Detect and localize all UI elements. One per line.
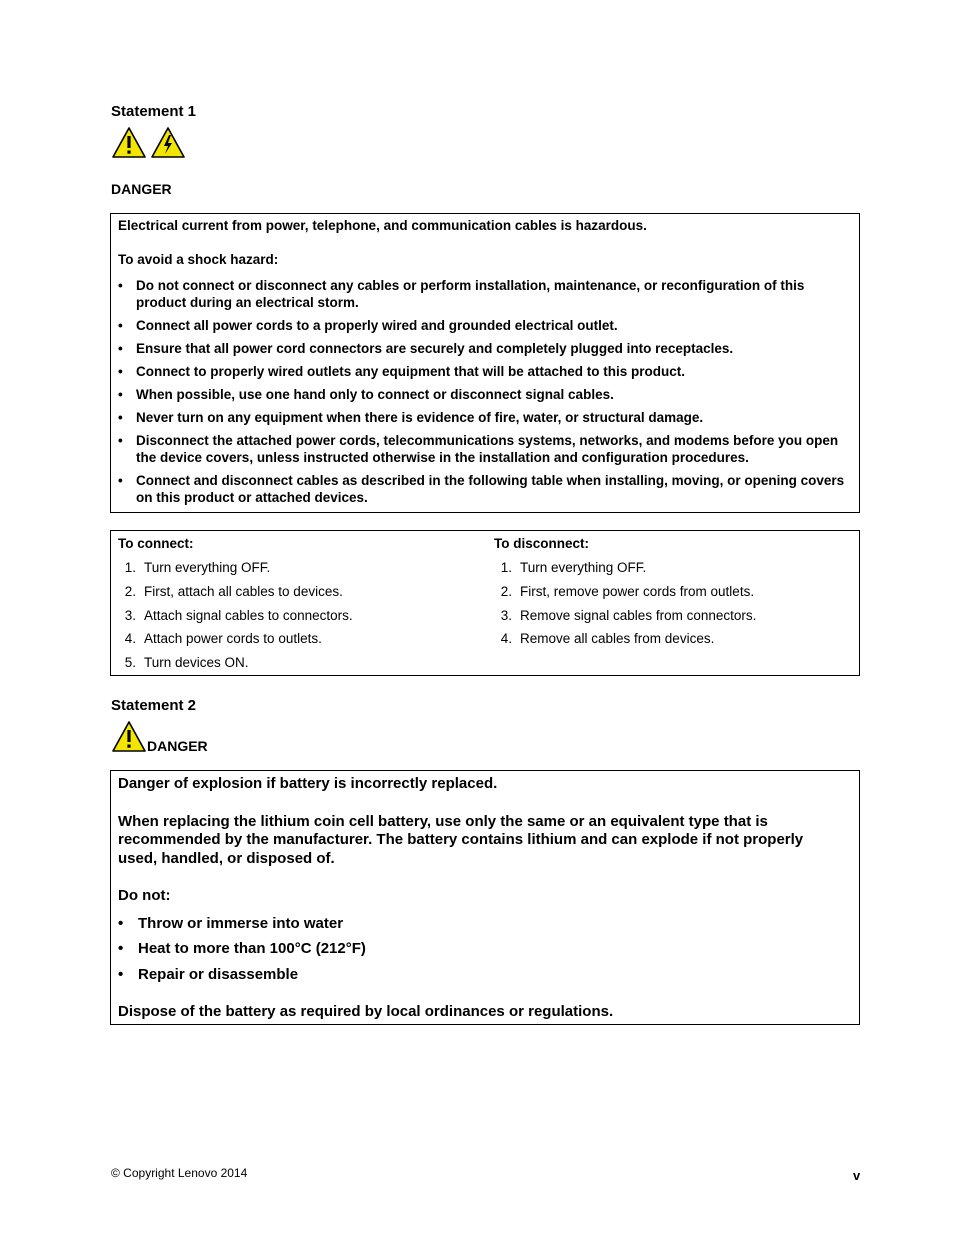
warning-triangle-icon bbox=[111, 720, 147, 754]
statement-1-title: Statement 1 bbox=[111, 103, 197, 120]
box-subhead: To avoid a shock hazard: bbox=[118, 252, 279, 267]
list-item: 1. Turn everything OFF. bbox=[124, 560, 271, 575]
statement-2-danger-label: DANGER bbox=[147, 738, 208, 754]
list-item: • When possible, use one hand only to connect or disconnect signal cables. bbox=[118, 387, 614, 402]
list-item: 5. Turn devices ON. bbox=[124, 655, 249, 670]
statement-2-title: Statement 2 bbox=[111, 697, 197, 714]
list-item: 3. Attach signal cables to connectors. bbox=[124, 608, 353, 623]
statement-1-danger-box bbox=[110, 213, 860, 513]
caution-icon-group bbox=[111, 126, 187, 160]
warning-triangle-icon bbox=[113, 128, 145, 157]
do-not-label: Do not: bbox=[118, 887, 171, 904]
list-item: • Disconnect the attached power cords, telecommunications systems, networks, and modems before you open the device covers, unless instructed otherwise in the installation and configuration procedures. bbox=[118, 433, 839, 465]
statement-1-danger-label: DANGER bbox=[111, 181, 172, 197]
list-item: • Never turn on any equipment when there is evidence of fire, water, or structural damage. bbox=[118, 410, 704, 425]
disconnect-column bbox=[494, 535, 589, 552]
list-item: 1. Turn everything OFF. bbox=[500, 560, 647, 575]
page-number: v bbox=[853, 1168, 861, 1183]
list-item: • Throw or immerse into water bbox=[118, 915, 344, 932]
connect-disconnect-table bbox=[110, 530, 860, 676]
battery-paragraph-line: When replacing the lithium coin cell battery, use only the same or an equivalent type that is bbox=[118, 813, 768, 830]
list-item: 2. First, remove power cords from outlets. bbox=[500, 584, 755, 599]
list-item: 2. First, attach all cables to devices. bbox=[124, 584, 343, 599]
list-item: • Ensure that all power cord connectors are securely and completely plugged into receptacles. bbox=[118, 341, 734, 356]
list-item: • Connect to properly wired outlets any equipment that will be attached to this product. bbox=[118, 364, 686, 379]
list-item: • Connect and disconnect cables as described in the following table when installing, moving, or opening covers on this product or attached devices. bbox=[118, 473, 845, 505]
dispose-text: Dispose of the battery as required by local ordinances or regulations. bbox=[118, 1003, 614, 1020]
connect-header: To connect: bbox=[118, 536, 194, 551]
list-item: 3. Remove signal cables from connectors. bbox=[500, 608, 757, 623]
statement-2-danger-box bbox=[110, 770, 860, 1025]
shock-hazard-list bbox=[118, 277, 848, 512]
electrical-hazard-icon bbox=[152, 128, 184, 157]
box-intro: Electrical current from power, telephone, and communication cables is hazardous. bbox=[118, 218, 647, 233]
list-item: • Do not connect or disconnect any cables or perform installation, maintenance, or reconfiguration of this product during an electrical storm. bbox=[118, 278, 805, 310]
list-item: 4. Remove all cables from devices. bbox=[500, 631, 715, 646]
list-item: • Repair or disassemble bbox=[118, 966, 299, 983]
list-item: 4. Attach power cords to outlets. bbox=[124, 631, 322, 646]
copyright: © Copyright Lenovo 2014 bbox=[111, 1166, 248, 1180]
battery-paragraph-line: recommended by the manufacturer. The battery contains lithium and can explode if not properly bbox=[118, 831, 804, 848]
connect-column bbox=[118, 535, 194, 552]
list-item: • Connect all power cords to a properly wired and grounded electrical outlet. bbox=[118, 318, 618, 333]
disconnect-header: To disconnect: bbox=[494, 536, 590, 551]
battery-paragraph-line: used, handled, or disposed of. bbox=[118, 850, 335, 867]
box-intro: Danger of explosion if battery is incorrectly replaced. bbox=[118, 775, 498, 792]
list-item: • Heat to more than 100°C (212°F) bbox=[118, 940, 366, 957]
